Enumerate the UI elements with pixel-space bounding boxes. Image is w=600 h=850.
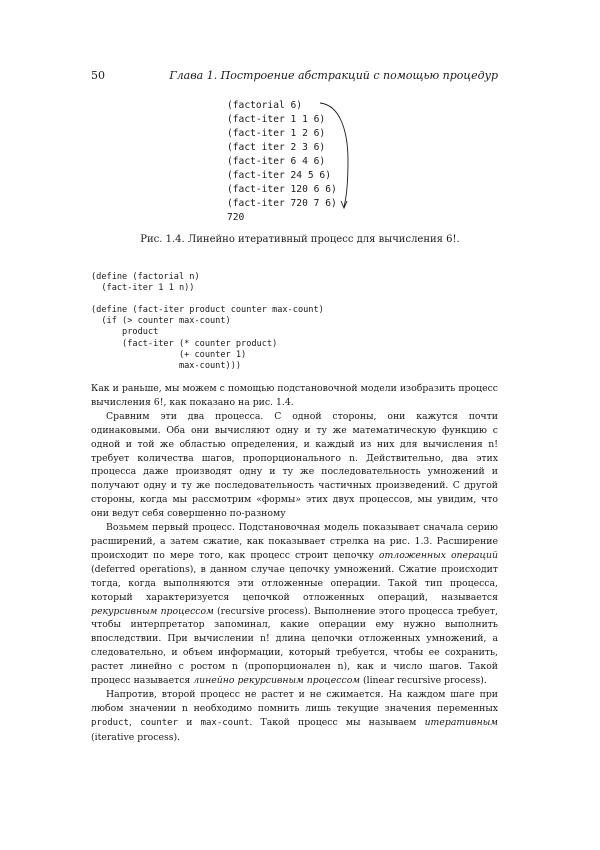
- text-run: (iterative process).: [91, 731, 181, 743]
- emphasis-term: рекурсивным процессом: [91, 605, 214, 617]
- emphasis-term: линейно рекурсивным процессом: [193, 675, 361, 687]
- code-term: product: [91, 717, 129, 728]
- emphasis-term: итеративным: [424, 716, 498, 728]
- chapter-title: Глава 1. Построение абстракций с помощью процедур: [169, 69, 498, 82]
- text-run: (recursive process). Выполнение этого процесса требует, чтобы интерпретатор запоминал, какие операции ему нужно выполнить впоследствии. При вычислении n! длина цепочки отложенных умножений, а следовательно, и объем информации, который требуется, чтобы ее сохранить, растет линейно с ростом n (пропорционален n), как и число шагов. Такой процесс называется: [91, 605, 498, 687]
- text-run: Возьмем первый процесс. Подстановочная модель показывает сначала серию расширений, а затем сжатие, как показывает стрелка на рис. 1.3. Расширение происходит по мере того, как процесс строит цепочку: [91, 522, 498, 561]
- code-listing: (define (factorial n) (fact-iter 1 1 n)) (define (fact-iter product counter max-count) (if (> counter max-count) product (fact-iter (* counter product) (+ counter 1) max-count))): [91, 272, 324, 371]
- text-run: и: [178, 716, 201, 728]
- paragraph: [91, 688, 498, 745]
- trace-line: (fact-iter 6 4 6): [227, 156, 326, 167]
- text-run: (deferred operations), в данном случае цепочку умножений. Сжатие происходит тогда, когда выполняются эти отложенные операции. Такой тип процесса, который характеризуется цепочкой отложенных операций, называется: [91, 563, 498, 603]
- code-term: counter: [140, 717, 179, 728]
- curved-arrow-icon: [318, 101, 358, 211]
- trace-line: (fact-iter 1 2 6): [227, 128, 326, 139]
- trace-line: (fact-iter 120 6 6): [227, 184, 337, 195]
- code-term: max-count: [200, 717, 250, 728]
- trace-line: (fact iter 2 3 6): [227, 142, 326, 153]
- emphasis-term: отложенных операций: [378, 549, 498, 561]
- trace-line: 720: [227, 212, 245, 223]
- trace-line: (fact-iter 720 7 6): [227, 198, 337, 209]
- text-run: (linear recursive process).: [360, 675, 487, 687]
- paragraph: Сравним эти два процесса. С одной стороны, они кажутся почти одинаковыми. Оба они вычисляют одну и ту же математическую функцию с одной и той же областью определения, и каждый из них для вычисления n! требует количества шагов, пропорционального n. Действительно, два этих процесса даже производят одну и ту же последовательность умножений и получают одну и ту же последовательность частичных произведений. С другой стороны, когда мы рассмотрим «формы» этих двух процессов, мы увидим, что они ведут себя совершенно по-разному: [91, 410, 498, 520]
- text-run: ,: [128, 716, 141, 728]
- trace-line: (fact-iter 24 5 6): [227, 170, 331, 181]
- text-run: . Такой процесс мы называем: [249, 716, 425, 728]
- text-run: Напротив, второй процесс не растет и не сжимается. На каждом шаге при любом значении n необходимо помнить лишь текущие значения переменных: [91, 688, 498, 714]
- paragraph: Как и раньше, мы можем с помощью подстановочной модели изобразить процесс вычисления 6!, как показано на рис. 1.4.: [91, 383, 498, 408]
- body-text: [91, 382, 498, 745]
- figure-caption: Рис. 1.4. Линейно итеративный процесс для вычисления 6!.: [140, 234, 460, 245]
- page-header: [91, 69, 498, 85]
- trace-line: (fact-iter 1 1 6): [227, 114, 326, 125]
- page-number: 50: [91, 69, 105, 82]
- trace-line: (factorial 6): [227, 100, 303, 111]
- paragraph: [91, 521, 498, 688]
